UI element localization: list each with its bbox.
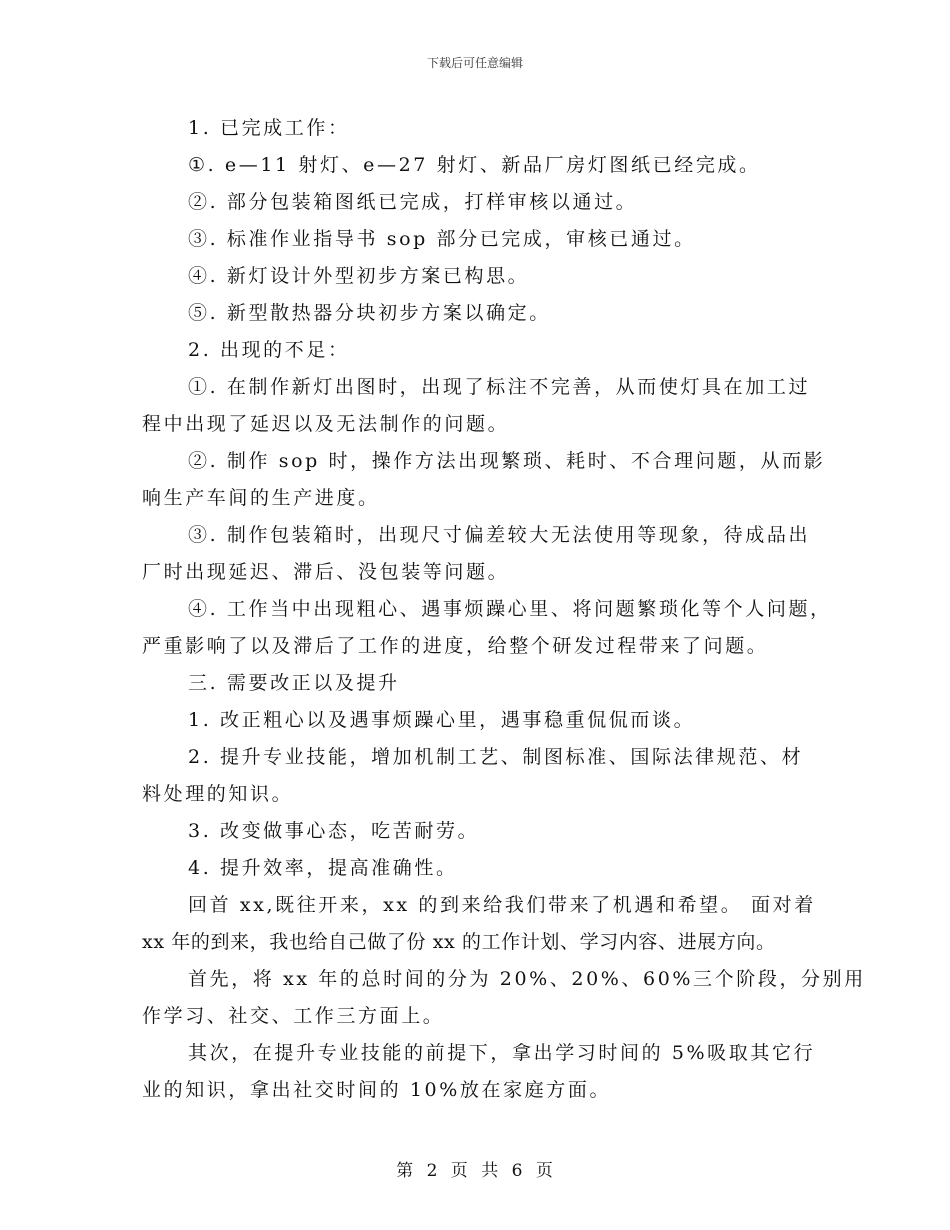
footer-prefix: 第	[396, 1161, 415, 1181]
section-heading: 2. 出现的不足：	[188, 339, 350, 361]
paragraph-line: ④. 新灯设计外型初步方案已构思。	[188, 265, 530, 287]
paragraph-line: 业的知识，拿出社交时间的 10%放在家庭方面。	[142, 1079, 612, 1101]
paragraph-line: 其次，在提升专业技能的前提下，拿出学习时间的 5%吸取其它行	[188, 1042, 816, 1064]
paragraph-line: 厂时出现延迟、滞后、没包装等问题。	[142, 561, 510, 583]
footer-page-unit: 页	[450, 1161, 469, 1181]
paragraph-line: ④. 工作当中出现粗心、遇事烦躁心里、将问题繁琐化等个人问题，	[188, 598, 832, 620]
footer-total-unit: 页	[535, 1161, 554, 1181]
current-page-number: 2	[426, 1161, 439, 1181]
paragraph-line: 料处理的知识。	[142, 783, 294, 805]
total-page-number: 6	[511, 1161, 524, 1181]
paragraph-line: 首先，将 xx 年的总时间的分为 20%、20%、60%三个阶段，分别用	[188, 968, 866, 990]
paragraph-line: ⑤. 新型散热器分块初步方案以确定。	[188, 302, 551, 324]
paragraph-line: ③. 制作包装箱时，出现尺寸偏差较大无法使用等现象，待成品出	[188, 524, 811, 546]
paragraph-line: 4. 提升效率，提高准确性。	[188, 857, 458, 879]
paragraph-line: 程中出现了延迟以及无法制作的问题。	[142, 413, 510, 435]
paragraph-line: xx 年的到来，我也给自己做了份 xx 的工作计划、学习内容、进展方向。	[142, 931, 776, 953]
paragraph-line: 3. 改变做事心态，吃苦耐劳。	[188, 820, 480, 842]
paragraph-line: 严重影响了以及滞后了工作的进度，给整个研发过程带来了问题。	[142, 635, 769, 657]
document-body	[142, 110, 866, 1109]
section-heading: 三. 需要改正以及提升	[188, 672, 400, 694]
paragraph-line: ②. 部分包装箱图纸已完成，打样审核以通过。	[188, 191, 638, 213]
paragraph-line: ①. 在制作新灯出图时，出现了标注不完善，从而使灯具在加工过	[188, 376, 811, 398]
paragraph-line: ①. e—11 射灯、e—27 射灯、新品厂房灯图纸已经完成。	[188, 154, 761, 176]
paragraph-line: 回首 xx,既往开来，xx 的到来给我们带来了机遇和希望。 面对着	[188, 894, 816, 916]
paragraph-line: 1. 改正粗心以及遇事烦躁心里，遇事稳重侃侃而谈。	[188, 709, 696, 731]
section-heading: 1. 已完成工作：	[188, 117, 350, 139]
paragraph-line: 2. 提升专业技能，增加机制工艺、制图标准、国际法律规范、材	[188, 746, 804, 768]
paragraph-line: 响生产车间的生产进度。	[142, 487, 380, 509]
page-header: 下载后可任意编辑	[426, 56, 523, 70]
page-footer	[0, 1156, 950, 1181]
paragraph-line: 作学习、社交、工作三方面上。	[142, 1005, 445, 1027]
paragraph-line: ②. 制作 sop 时，操作方法出现繁琐、耗时、不合理问题，从而影	[188, 450, 826, 472]
paragraph-line: ③. 标准作业指导书 sop 部分已完成，审核已通过。	[188, 228, 696, 250]
footer-total-prefix: 共	[481, 1161, 500, 1181]
